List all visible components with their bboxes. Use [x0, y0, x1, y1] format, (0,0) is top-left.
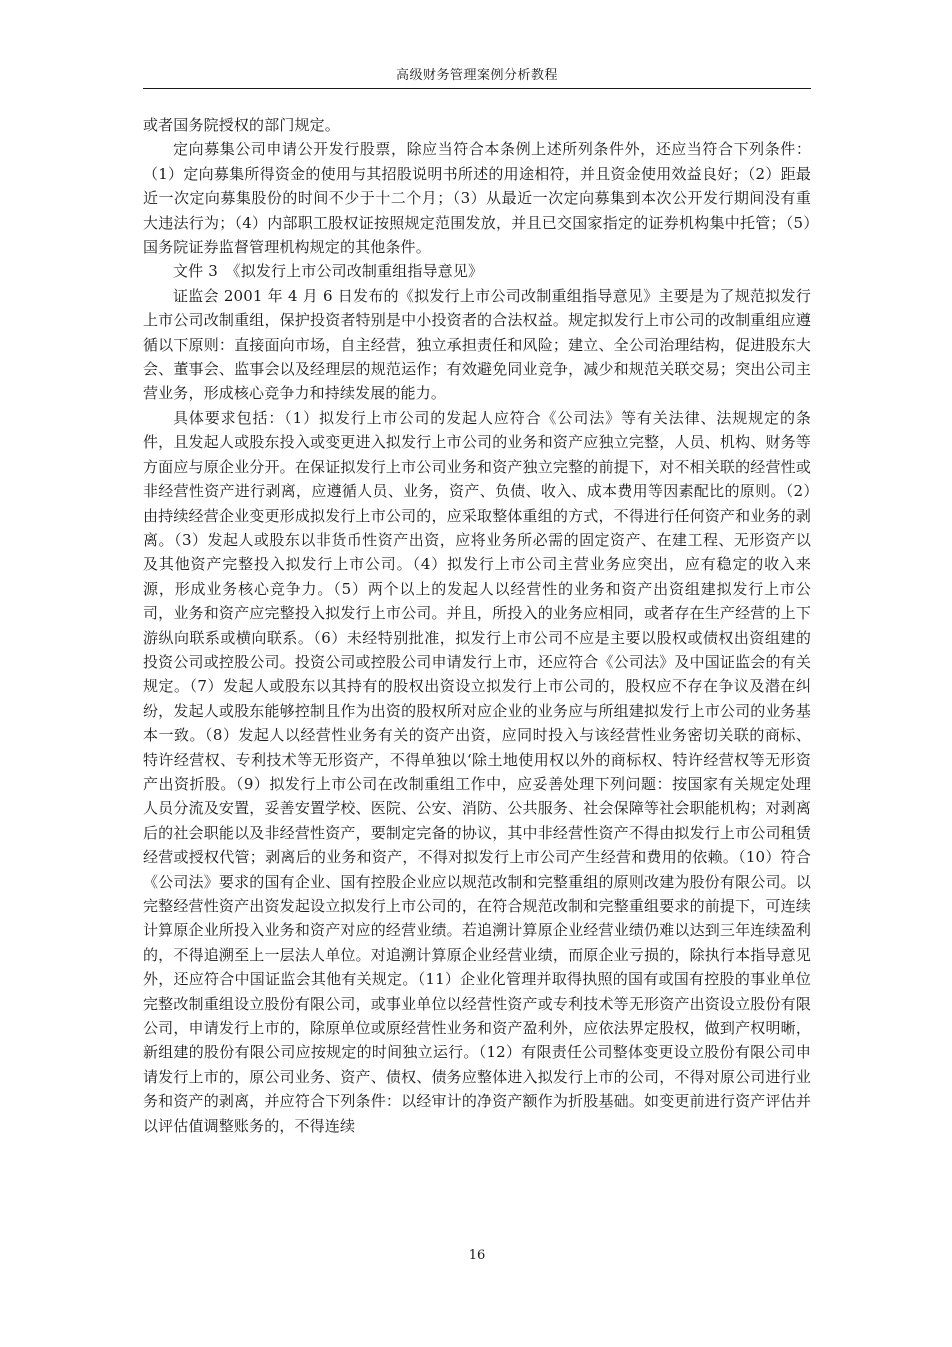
page-number: 16: [468, 1248, 486, 1263]
running-header: 高级财务管理案例分析教程: [395, 68, 558, 83]
paragraph: 具体要求包括：（1）拟发行上市公司的发起人应符合《公司法》等有关法律、法规规定的条件，且发起人或股东投入或变更进入拟发行上市公司的业务和资产应独立完整，人员、机构、财务等方面应与原企业分开。在保证拟发行上市公司业务和资产独立完整的前提下，对不相关联的经营性或非经营性资产进行剥离，应遵循人员、业务，资产、负债、收入、成本费用等因素配比的原则。（2）由持续经营企业变更形成拟发行上市公司的，应采取整体重组的方式，不得进行任何资产和业务的剥离。（3）发起人或股东以非货币性资产出资，应将业务所必需的固定资产、在建工程、无形资产以及其他资产完整投入拟发行上市公司。（4）拟发行上市公司主营业务应突出，应有稳定的收入来源，形成业务核心竞争力。（5）两个以上的发起人以经营性的业务和资产出资组建拟发行上市公司，业务和资产应完整投入拟发行上市公司。并且，所投入的业务应相同，或者存在生产经营的上下游纵向联系或横向联系。（6）未经特别批准，拟发行上市公司不应是主要以股权或债权出资组建的投资公司或控股公司。投资公司或控股公司申请发行上市，还应符合《公司法》及中国证监会的有关规定。（7）发起人或股东以其持有的股权出资设立拟发行上市公司的，股权应不存在争议及潜在纠纷，发起人或股东能够控制且作为出资的股权所对应企业的业务应与所组建拟发行上市公司的业务基本一致。（8）发起人以经营性业务有关的资产出资，应同时投入与该经营性业务密切关联的商标、特许经营权、专利技术等无形资产，不得单独以‘除土地使用权以外的商标权、特许经营权等无形资产出资折股。（9）拟发行上市公司在改制重组工作中，应妥善处理下列问题：按国家有关规定处理人员分流及安置，妥善安置学校、医院、公安、消防、公共服务、社会保障等社会职能机构；对剥离后的社会职能以及非经营性资产，要制定完备的协议，其中非经营性资产不得由拟发行上市公司租赁经营或授权代管；剥离后的业务和资产，不得对拟发行上市公司产生经营和费用的依赖。（10）符合《公司法》要求的国有企业、国有控股企业应以规范改制和完整重组的原则改建为股份有限公司。以完整经营性资产出资发起设立拟发行上市公司的，在符合规范改制和完整重组要求的前提下，可连续计算原企业所投入业务和资产对应的经营业绩。若追溯计算原企业经营业绩仍难以达到三年连续盈利的，不得追溯至上一层法人单位。对追溯计算原企业经营业绩，而原企业亏损的，除执行本指导意见外，还应符合中国证监会其他有关规定。（11）企业化管理并取得执照的国有或国有控股的事业单位完整改制重组设立股份有限公司，或事业单位以经营性资产或专利技术等无形资产出资设立股份有限公司，申请发行上市的，除原单位或原经营性业务和资产盈利外，应依法界定股权，做到产权明晰，新组建的股份有限公司应按规定的时间独立运行。（12）有限责任公司整体变更设立股份有限公司申请发行上市的，原公司业务、资产、债权、债务应整体进入拟发行上市的公司，不得对原公司进行业务和资产的剥离，并应符合下列条件：以经审计的净资产额作为折股基础。如变更前进行资产评估并以评估值调整账务的，不得连续: [143, 408, 811, 1135]
header-rule: [143, 88, 811, 89]
section-heading: 文件 3 《拟发行上市公司改制重组指导意见》: [173, 262, 484, 281]
body-text: [143, 113, 811, 1138]
paragraph: 定向募集公司申请公开发行股票，除应当符合本条例上述所列条件外，还应当符合下列条件：（1）定向募集所得资金的使用与其招股说明书所述的用途相符，并且资金使用效益良好；（2）距最近一次定向募集股份的时间不少于十二个月；（3）从最近一次定向募集到本次公开发行期间没有重大违法行为；（4）内部职工股权证按照规定范围发放，并且已交国家指定的证券机构集中托管；（5）国务院证券监督管理机构规定的其他条件。: [143, 140, 811, 257]
paragraph: 或者国务院授权的部门规定。: [143, 116, 340, 134]
paragraph: 证监会 2001 年 4 月 6 日发布的《拟发行上市公司改制重组指导意见》主要是为了规范拟发行上市公司改制重组，保护投资者特别是中小投资者的合法权益。规定拟发行上市公司的改制重组应遵循以下原则：直接面向市场，自主经营，独立承担责任和风险；建立、全公司治理结构，促进股东大会、董事会、监事会以及经理层的规范运作；有效避免同业竞争，减少和规范关联交易；突出公司主营业务，形成核心竞争力和持续发展的能力。: [143, 286, 811, 403]
